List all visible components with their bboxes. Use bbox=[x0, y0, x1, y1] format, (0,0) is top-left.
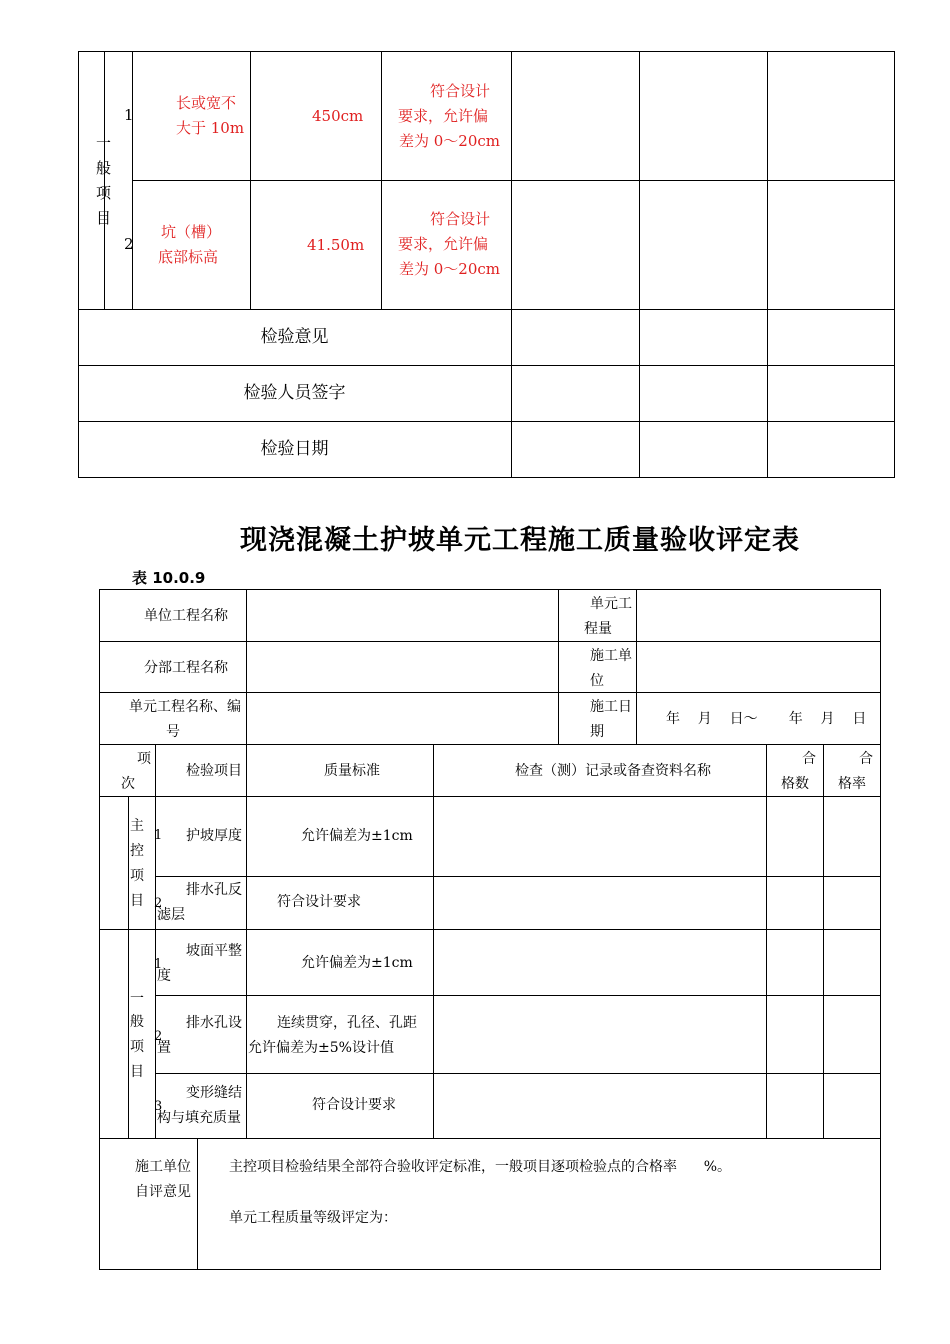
contractor-label-line2: 位 bbox=[590, 673, 604, 689]
main-row2-no: 2 bbox=[154, 896, 163, 911]
main-row1-no: 1 bbox=[154, 828, 163, 843]
inspector-signature-label: 检验人员签字 bbox=[243, 383, 346, 403]
self-eval-label-line2: 自评意见 bbox=[135, 1184, 191, 1200]
construction-date-value[interactable]: 年 月 日～ 年 月 日 bbox=[666, 711, 867, 727]
top-row1-design: 450cm bbox=[312, 107, 364, 125]
general-row2-standard-line1: 连续贯穿，孔径、孔距 bbox=[277, 1015, 417, 1031]
general-row1-no: 1 bbox=[154, 957, 163, 972]
unit-quantity-label-line2: 程量 bbox=[584, 621, 612, 637]
page-title: 现浇混凝土护坡单元工程施工质量验收评定表 bbox=[240, 525, 800, 556]
general-row1-item-line2: 度 bbox=[157, 968, 171, 984]
col-seq-line2: 次 bbox=[121, 776, 135, 792]
unit-project-name-label: 单位工程名称 bbox=[144, 608, 228, 624]
date-label-line1: 施工日 bbox=[590, 699, 632, 715]
top-row2-standard-line1: 符合设计 bbox=[430, 210, 491, 228]
main-control-label-3: 项 bbox=[130, 868, 144, 884]
col-record: 检查（测）记录或备查资料名称 bbox=[515, 763, 711, 779]
top-group-label-1: 一 bbox=[96, 134, 112, 152]
general-row2-no: 2 bbox=[154, 1029, 163, 1044]
col-seq-line1: 项 bbox=[137, 751, 151, 767]
date-label-line2: 期 bbox=[590, 724, 604, 740]
top-row2-item-line2: 底部标高 bbox=[158, 248, 219, 266]
col-standard: 质量标准 bbox=[324, 763, 380, 779]
top-group-label-3: 项 bbox=[96, 184, 112, 202]
unit-project-name-field[interactable] bbox=[247, 590, 558, 641]
self-eval-line1: 主控项目检验结果全部符合验收评定标准，一般项目逐项检验点的合格率 %。 bbox=[229, 1159, 732, 1175]
unit-name-field[interactable] bbox=[247, 693, 558, 744]
general-row1-item-line1: 坡面平整 bbox=[186, 943, 242, 959]
general-row2-item-line2: 置 bbox=[157, 1040, 171, 1056]
unit-quantity-field[interactable] bbox=[637, 590, 880, 641]
col-qualified-rate-line1: 合 bbox=[859, 751, 873, 767]
main-row2-item-line2: 滤层 bbox=[157, 907, 185, 923]
col-qualified-count-line1: 合 bbox=[802, 751, 816, 767]
top-row1-standard-line1: 符合设计 bbox=[430, 82, 491, 100]
general-label-1: 一 bbox=[130, 991, 144, 1007]
main-control-label-4: 目 bbox=[130, 893, 144, 909]
top-row1-no: 1 bbox=[124, 106, 134, 124]
unit-name-label-line1: 单元工程名称、编 bbox=[129, 699, 241, 715]
general-label-2: 般 bbox=[130, 1014, 144, 1030]
general-row3-item-line1: 变形缝结 bbox=[186, 1085, 242, 1101]
main-control-label-1: 主 bbox=[130, 818, 144, 834]
inspection-opinion-label: 检验意见 bbox=[260, 327, 329, 347]
top-row2-standard-line2: 要求，允许偏 bbox=[398, 235, 489, 253]
top-row2-design: 41.50m bbox=[307, 236, 365, 254]
col-qualified-rate-line2: 格率 bbox=[838, 776, 866, 792]
top-row2-standard-line3: 差为 0～20cm bbox=[399, 260, 501, 278]
self-eval-label-line1: 施工单位 bbox=[135, 1159, 191, 1175]
branch-project-name-label: 分部工程名称 bbox=[144, 660, 228, 676]
general-row3-standard: 符合设计要求 bbox=[312, 1097, 396, 1113]
general-row1-standard: 允许偏差为±1cm bbox=[301, 955, 413, 971]
general-label-3: 项 bbox=[130, 1039, 144, 1055]
top-row1-item-line1: 长或宽不 bbox=[176, 94, 237, 112]
contractor-field[interactable] bbox=[637, 642, 880, 692]
top-row2-item-line1: 坑（槽） bbox=[161, 223, 222, 241]
main-row1-standard: 允许偏差为±1cm bbox=[301, 828, 413, 844]
self-eval-line2: 单元工程质量等级评定为： bbox=[229, 1210, 397, 1226]
top-row2-no: 2 bbox=[124, 235, 134, 253]
top-group-label-2: 般 bbox=[96, 159, 112, 177]
inspection-date-label: 检验日期 bbox=[260, 439, 329, 459]
main-control-label-2: 控 bbox=[130, 843, 144, 859]
main-row2-item-line1: 排水孔反 bbox=[186, 882, 242, 898]
general-row3-no: 3 bbox=[154, 1099, 163, 1114]
table-number: 表 10.0.9 bbox=[132, 569, 206, 587]
col-item: 检验项目 bbox=[186, 763, 242, 779]
unit-name-label-line2: 号 bbox=[166, 724, 180, 740]
contractor-label-line1: 施工单 bbox=[590, 648, 632, 664]
top-row1-item-line2: 大于 10m bbox=[176, 119, 245, 137]
general-label-4: 目 bbox=[130, 1064, 144, 1080]
top-group-label-4: 目 bbox=[96, 209, 112, 227]
main-row1-item: 护坡厚度 bbox=[186, 828, 242, 844]
top-row1-standard-line3: 差为 0～20cm bbox=[399, 132, 501, 150]
branch-project-name-field[interactable] bbox=[247, 642, 558, 692]
main-row2-standard: 符合设计要求 bbox=[277, 894, 361, 910]
general-row3-item-line2: 构与填充质量 bbox=[157, 1110, 241, 1126]
top-row1-standard-line2: 要求，允许偏 bbox=[398, 107, 489, 125]
general-row2-item-line1: 排水孔设 bbox=[186, 1015, 242, 1031]
col-qualified-count-line2: 格数 bbox=[781, 776, 809, 792]
general-row2-standard-line2: 允许偏差为±5%设计值 bbox=[248, 1040, 394, 1056]
unit-quantity-label-line1: 单元工 bbox=[590, 596, 632, 612]
